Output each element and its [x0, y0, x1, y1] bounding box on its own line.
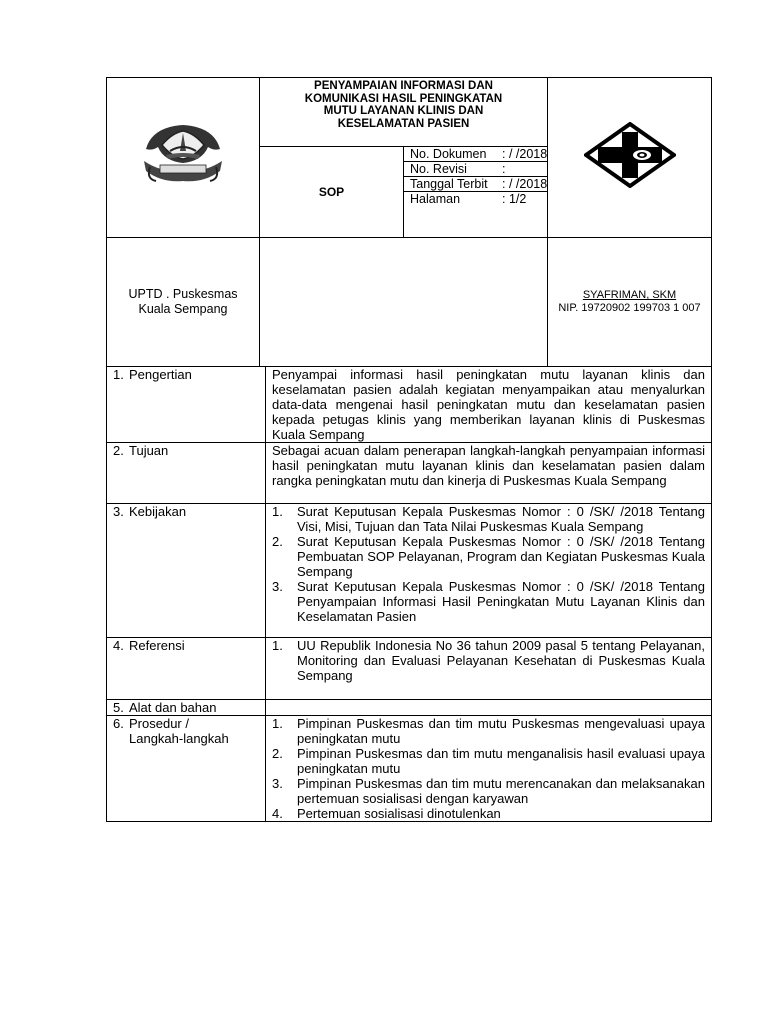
meta-label: Halaman — [410, 192, 461, 206]
section-label-cell — [107, 638, 266, 700]
list-item — [272, 534, 705, 579]
list-item — [272, 579, 705, 624]
section-label-cell — [107, 716, 266, 822]
section-label: Referensi — [129, 638, 185, 653]
section-row-tujuan — [107, 443, 712, 504]
section-number: 6. — [113, 716, 124, 731]
section-label: Tujuan — [129, 443, 169, 458]
signer-block — [548, 289, 711, 315]
section-row-prosedur — [107, 716, 712, 822]
section-content-cell — [266, 638, 712, 700]
section-label: Pengertian — [129, 367, 192, 382]
meta-label: No. Dokumen — [410, 147, 487, 161]
section-text: Sebagai acuan dalam penerapan langkah-langkah penyampaian informasi hasil peningkatan mutu layanan klinis dan keselamatan pasien dalam rangka peningkatan mutu dan kinerja di Puskesmas Kuala Sempang — [272, 443, 705, 488]
list-number: 1. — [272, 716, 283, 731]
section-text: Penyampai informasi hasil peningkatan mutu layanan klinis dan keselamatan pasien adalah kegiatan menyampaikan atau menyalurkan data-data mengenai hasil peningkatan mutu dan keselamatan pasien kepada petugas klinis yang memberikan layanan klinis di Puskesmas Kuala Sempang — [272, 367, 705, 442]
list-item-text: Surat Keputusan Kepala Puskesmas Nomor : 0 /SK/ /2018 Tentang Pembuatan SOP Pelayanan, Program dan Kegiatan Puskesmas Kuala Sempang — [297, 534, 705, 579]
section-row-pengertian — [107, 367, 712, 443]
list-item-text: Pertemuan sosialisasi dinotulenkan — [297, 806, 501, 821]
meta-value: : 1/2 — [502, 192, 527, 206]
section-label-cell — [107, 700, 266, 716]
regency-emblem-icon — [142, 121, 224, 189]
sop-title-line: KOMUNIKASI HASIL PENINGKATAN — [304, 92, 503, 105]
sop-title-line: KESELAMATAN PASIEN — [337, 117, 470, 130]
list-number: 2. — [272, 746, 283, 761]
section-label-cell — [107, 443, 266, 504]
list-number: 4. — [272, 806, 283, 821]
list-item-text: Pimpinan Puskesmas dan tim mutu merencanakan dan melaksanakan pertemuan sosialisasi dengan karyawan — [297, 776, 705, 806]
meta-value: : / /2018 — [502, 147, 548, 161]
list-item-text: Surat Keputusan Kepala Puskesmas Nomor : 0 /SK/ /2018 Tentang Penyampaian Informasi Hasil Peningkatan Mutu Layanan Klinis dan Keselamatan Pasien — [297, 579, 705, 624]
section-content-cell — [266, 716, 712, 822]
section-row-referensi — [107, 638, 712, 700]
sop-body-table — [106, 366, 712, 822]
section-content-cell — [266, 700, 712, 716]
section-number: 3. — [113, 504, 124, 519]
list-number: 3. — [272, 776, 283, 791]
list-item — [272, 746, 705, 776]
list-number: 2. — [272, 534, 283, 549]
meta-row-tanggal-terbit — [404, 177, 547, 192]
unit-name — [107, 287, 259, 317]
unit-name-line: Kuala Sempang — [138, 302, 228, 316]
meta-row-halaman — [404, 192, 547, 206]
signature-space-cell — [260, 238, 548, 367]
section-content-cell — [266, 367, 712, 443]
signer-cell — [548, 238, 712, 367]
puskesmas-logo-cell — [548, 78, 712, 238]
sop-title-line: PENYAMPAIAN INFORMASI DAN — [314, 80, 493, 92]
sop-meta-cell — [404, 147, 548, 238]
policy-list — [272, 504, 705, 624]
list-item-text: Pimpinan Puskesmas dan tim mutu Puskesmas mengevaluasi upaya peningkatan mutu — [297, 716, 705, 746]
list-item — [272, 806, 705, 821]
list-item-text: Pimpinan Puskesmas dan tim mutu menganalisis hasil evaluasi upaya peningkatan mutu — [297, 746, 705, 776]
procedure-list — [272, 716, 705, 821]
sop-label: SOP — [318, 185, 345, 199]
section-number: 5. — [113, 700, 124, 715]
section-label-continued: Langkah-langkah — [129, 731, 229, 746]
sop-header-table — [106, 77, 712, 367]
list-number: 3. — [272, 579, 283, 594]
section-label-cell — [107, 367, 266, 443]
signer-name: SYAFRIMAN, SKM — [582, 289, 677, 301]
section-label: Alat dan bahan — [129, 700, 217, 715]
list-item-text: Surat Keputusan Kepala Puskesmas Nomor : 0 /SK/ /2018 Tentang Visi, Misi, Tujuan dan Tata Nilai Puskesmas Kuala Sempang — [297, 504, 705, 534]
section-number: 2. — [113, 443, 124, 458]
section-row-alat — [107, 700, 712, 716]
list-number: 1. — [272, 638, 283, 653]
section-number: 1. — [113, 367, 124, 382]
section-label: Prosedur / — [129, 716, 189, 731]
signer-nip: NIP. 19720902 199703 1 007 — [558, 302, 701, 314]
reference-list — [272, 638, 705, 683]
meta-row-no-dokumen — [404, 147, 547, 162]
section-number: 4. — [113, 638, 124, 653]
section-content-cell — [266, 504, 712, 638]
list-item-text: UU Republik Indonesia No 36 tahun 2009 pasal 5 tentang Pelayanan, Monitoring dan Evaluasi Pelayanan Kesehatan di Puskesmas Kuala Sempang — [297, 638, 705, 683]
list-item — [272, 638, 705, 683]
section-label-cell — [107, 504, 266, 638]
unit-name-line: UPTD . Puskesmas — [128, 287, 238, 301]
meta-value: : — [502, 162, 506, 176]
meta-label: Tanggal Terbit — [410, 177, 488, 191]
section-row-kebijakan — [107, 504, 712, 638]
sop-title-cell — [260, 78, 548, 147]
list-item — [272, 504, 705, 534]
puskesmas-cross-logo-icon — [584, 122, 676, 188]
meta-label: No. Revisi — [410, 162, 467, 176]
meta-row-no-revisi — [404, 162, 547, 177]
sop-title-line: MUTU LAYANAN KLINIS DAN — [323, 105, 484, 117]
unit-cell — [107, 238, 260, 367]
sop-document — [106, 77, 712, 822]
regency-logo-cell — [107, 78, 260, 238]
list-item — [272, 776, 705, 806]
section-content-cell — [266, 443, 712, 504]
list-number: 1. — [272, 504, 283, 519]
section-label: Kebijakan — [129, 504, 187, 519]
meta-value: : / /2018 — [502, 177, 548, 191]
list-item — [272, 716, 705, 746]
sop-label-cell — [260, 147, 404, 238]
